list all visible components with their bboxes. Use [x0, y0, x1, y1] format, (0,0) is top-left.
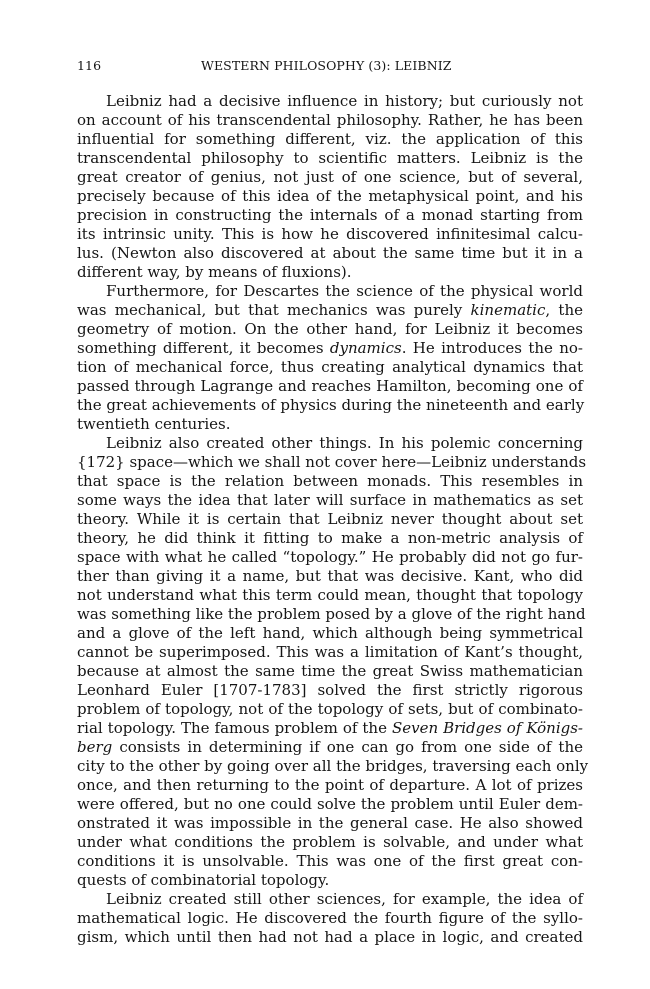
text-line: was something like the problem posed by a glove of the right hand	[77, 605, 586, 623]
text-line: was mechanical, but that mechanics was purely kinematic, the	[77, 301, 583, 319]
text-line: influential for something different, viz. the application of this	[77, 130, 583, 148]
paragraph	[77, 282, 583, 434]
text-line: transcendental philosophy to scientific matters. Leibniz is the	[77, 149, 583, 167]
text-line: problem of topology, not of the topology of sets, but of combinato-	[77, 700, 583, 718]
text-line: once, and then returning to the point of departure. A lot of prizes	[77, 776, 583, 794]
text-line: city to the other by going over all the bridges, traversing each only	[77, 757, 589, 775]
text-line: twentieth centuries.	[77, 415, 231, 433]
body-text	[77, 92, 589, 947]
text-line: conditions it is unsolvable. This was one of the first great con-	[77, 852, 583, 870]
paragraph	[77, 92, 583, 282]
running-head	[77, 58, 583, 80]
text-line: {172} space—which we shall not cover here—Leibniz understands	[77, 453, 587, 471]
text-line: berg consists in determining if one can go from one side of the	[77, 738, 583, 756]
text-line: ther than giving it a name, but that was decisive. Kant, who did	[77, 567, 583, 585]
paragraph	[77, 434, 589, 890]
text-line: rial topology. The famous problem of the Seven Bridges of Königs-	[77, 719, 584, 737]
text-line: tion of mechanical force, thus creating analytical dynamics that	[77, 358, 583, 376]
text-line: geometry of motion. On the other hand, for Leibniz it becomes	[77, 320, 583, 338]
text-line: precision in constructing the internals of a monad starting from	[77, 206, 583, 224]
text-line: cannot be superimposed. This was a limitation of Kant’s thought,	[77, 643, 583, 661]
text-line: passed through Lagrange and reaches Hamilton, becoming one of	[77, 377, 583, 395]
text-line: Leibniz had a decisive influence in history; but curiously not	[106, 92, 583, 110]
text-line: theory, he did think it fitting to make a non-metric analysis of	[77, 529, 583, 547]
text-line: Leibniz created still other sciences, for example, the idea of	[106, 890, 583, 908]
text-line: Leibniz also created other things. In his polemic concerning	[106, 434, 583, 452]
text-line: were offered, but no one could solve the problem until Euler dem-	[77, 795, 583, 813]
text-line: space with what he called “topology.” He probably did not go fur-	[77, 548, 583, 566]
text-line: mathematical logic. He discovered the fourth figure of the syllo-	[77, 909, 583, 927]
book-page	[77, 0, 589, 947]
text-line: onstrated it was impossible in the general case. He also showed	[77, 814, 583, 832]
text-line: and a glove of the left hand, which although being symmetrical	[77, 624, 583, 642]
text-line: on account of his transcendental philosophy. Rather, he has been	[77, 111, 583, 129]
text-line: something different, it becomes dynamics. He introduces the no-	[77, 339, 583, 357]
running-title: WESTERN PHILOSOPHY (3): LEIBNIZ	[201, 58, 452, 73]
text-line: some ways the idea that later will surface in mathematics as set	[77, 491, 583, 509]
text-line: not understand what this term could mean, thought that topology	[77, 586, 583, 604]
text-line: the great achievements of physics during the nineteenth and early	[77, 396, 585, 414]
text-line: lus. (Newton also discovered at about the same time but it in a	[77, 244, 583, 262]
text-line: gism, which until then had not had a place in logic, and created	[77, 928, 583, 946]
text-line: precisely because of this idea of the metaphysical point, and his	[77, 187, 583, 205]
text-line: theory. While it is certain that Leibniz never thought about set	[77, 510, 583, 528]
text-line: different way, by means of fluxions).	[77, 263, 352, 281]
text-line: quests of combinatorial topology.	[77, 871, 330, 889]
page-number: 116	[77, 58, 102, 73]
text-line: under what conditions the problem is solvable, and under what	[77, 833, 583, 851]
text-line: Leonhard Euler [1707-1783] solved the first strictly rigorous	[77, 681, 583, 699]
paragraph	[77, 890, 583, 947]
text-line: that space is the relation between monads. This resembles in	[77, 472, 583, 490]
text-line: its intrinsic unity. This is how he discovered infinitesimal calcu-	[77, 225, 583, 243]
text-line: Furthermore, for Descartes the science of the physical world	[106, 282, 583, 300]
text-line: great creator of genius, not just of one science, but of several,	[77, 168, 583, 186]
text-line: because at almost the same time the great Swiss mathematician	[77, 662, 583, 680]
